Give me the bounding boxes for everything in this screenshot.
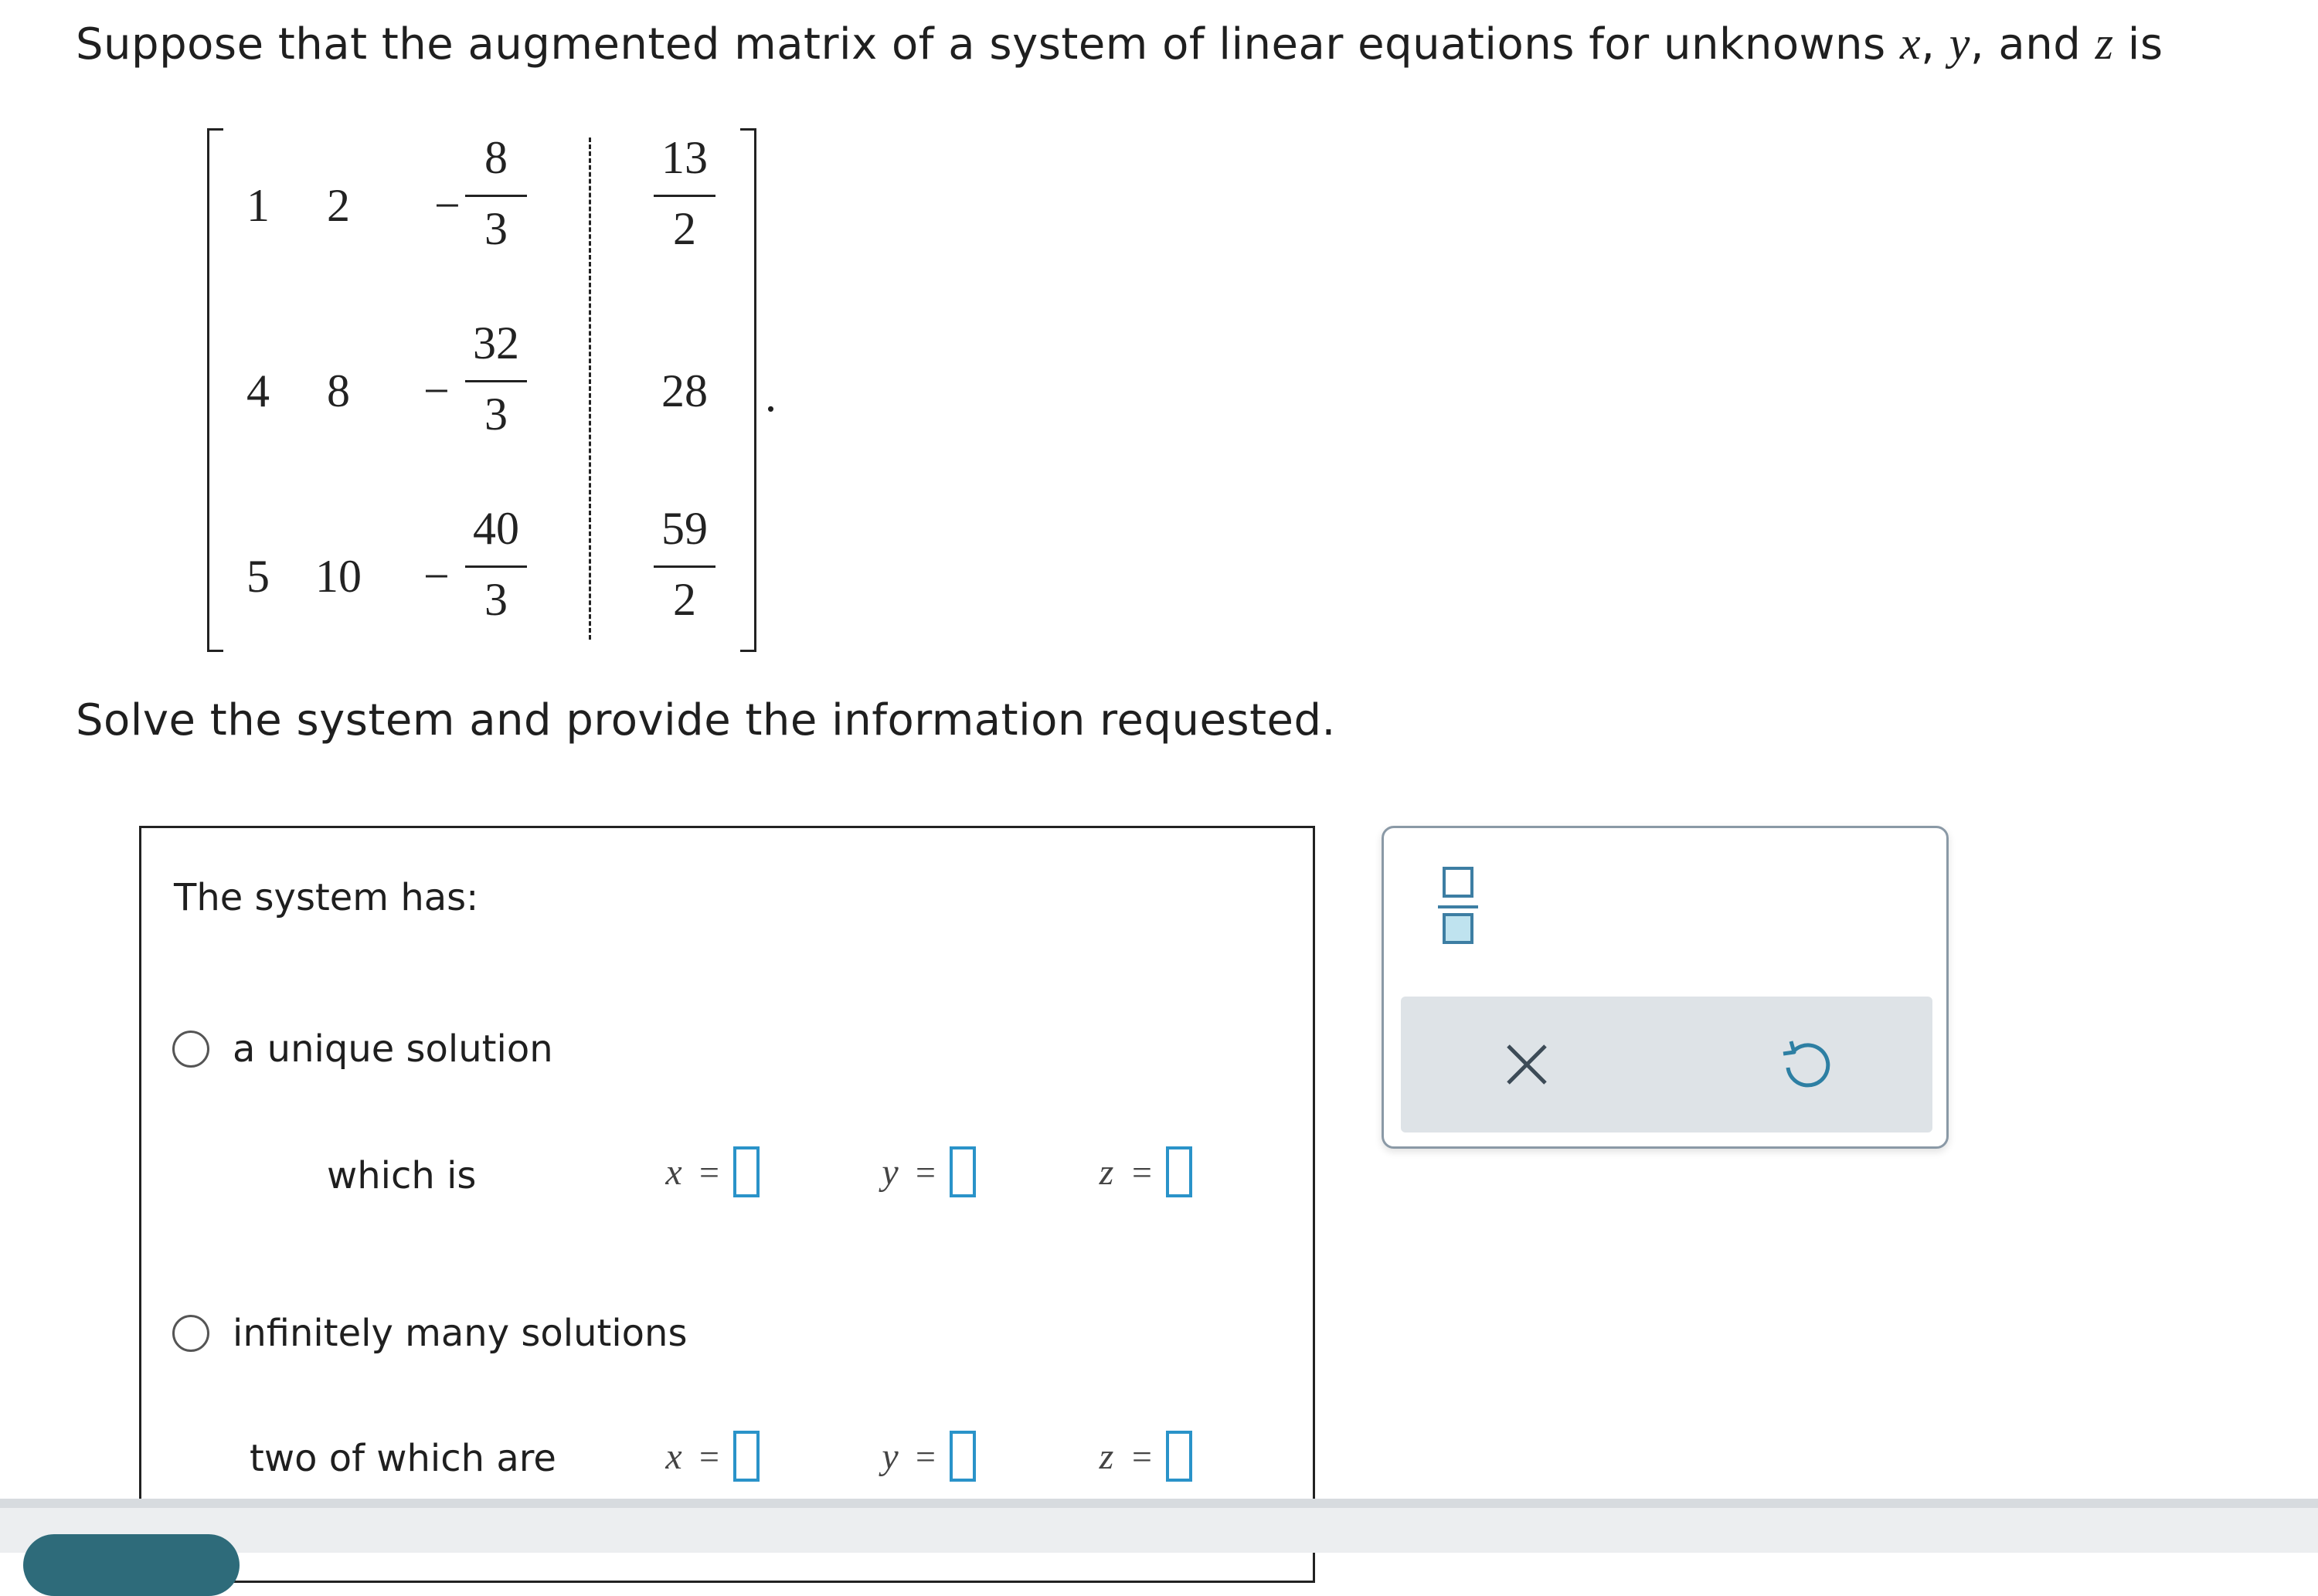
- prompt-sep-2: , and: [1970, 19, 2095, 70]
- unique-y-equation: [875, 1146, 976, 1197]
- fraction-bar: [654, 565, 715, 568]
- close-icon[interactable]: [1497, 1035, 1556, 1094]
- unique-x-equation: [659, 1146, 760, 1197]
- fraction-icon-numerator-box: [1443, 867, 1473, 898]
- matrix-cell-r1c1: 1: [246, 180, 270, 231]
- matrix-cell-r1c2: 2: [327, 180, 350, 231]
- matrix-rhs-r2: 28: [661, 365, 708, 416]
- prompt-text: Suppose that the augmented matrix of a system of linear equations for unknowns: [76, 19, 1900, 70]
- radio-button-unique[interactable]: [172, 1031, 209, 1068]
- var-z: z: [2095, 18, 2114, 69]
- instruction-text: Solve the system and provide the information requested.: [76, 695, 1336, 745]
- augmented-matrix: [207, 128, 777, 647]
- matrix-cell-r1c3: [457, 128, 535, 261]
- matrix-rhs-r1: [646, 128, 723, 261]
- equals-sign: =: [699, 1152, 719, 1192]
- var-z-label: z: [1099, 1151, 1114, 1193]
- unique-x-input[interactable]: [733, 1146, 760, 1197]
- infinite-z-equation: [1092, 1431, 1192, 1482]
- option-infinitely-many[interactable]: [172, 1312, 687, 1355]
- equals-sign: =: [699, 1436, 719, 1476]
- fraction-denominator: 2: [673, 203, 696, 254]
- unique-z-equation: [1092, 1146, 1192, 1197]
- fraction-icon-denominator-box: [1443, 913, 1473, 944]
- option-label-unique: a unique solution: [233, 1027, 553, 1071]
- equals-sign: =: [916, 1436, 936, 1476]
- fraction-numerator: 32: [473, 318, 519, 368]
- unique-which-is-label: which is: [327, 1154, 477, 1197]
- option-label-infinite: infinitely many solutions: [233, 1312, 688, 1355]
- matrix-cell-r3c1: 5: [246, 551, 270, 602]
- infinite-z-input[interactable]: [1166, 1431, 1192, 1482]
- var-y-label: y: [882, 1435, 899, 1477]
- unique-y-input[interactable]: [950, 1146, 976, 1197]
- matrix-period: .: [765, 370, 777, 421]
- toolbar-actions: [1401, 997, 1932, 1132]
- fraction-numerator: 40: [473, 503, 519, 554]
- fraction-bar: [654, 195, 715, 197]
- fraction-numerator: 8: [484, 132, 508, 183]
- undo-icon[interactable]: [1776, 1034, 1837, 1095]
- matrix-cell-r2c1: 4: [246, 365, 270, 416]
- var-y-label: y: [882, 1151, 899, 1193]
- fraction-bar: [465, 195, 527, 197]
- math-toolbar: [1382, 826, 1949, 1149]
- matrix-rhs-r3: [646, 499, 723, 632]
- var-z-label: z: [1099, 1435, 1114, 1477]
- var-x-label: x: [665, 1151, 682, 1193]
- fraction-denominator: 3: [484, 203, 508, 254]
- var-x-label: x: [665, 1435, 682, 1477]
- fraction-icon[interactable]: [1435, 867, 1480, 944]
- question-prompt: [76, 17, 2163, 70]
- answer-box: [139, 826, 1315, 1583]
- option-unique-solution[interactable]: [172, 1027, 553, 1071]
- infinite-x-equation: [659, 1431, 760, 1482]
- matrix-cell-r2c2: 8: [327, 365, 350, 416]
- augment-divider: [589, 138, 591, 640]
- matrix-cell-r3c3: [457, 499, 535, 632]
- system-has-label: The system has:: [174, 876, 479, 919]
- equals-sign: =: [1132, 1152, 1152, 1192]
- radio-button-infinite[interactable]: [172, 1315, 209, 1352]
- fraction-denominator: 3: [484, 389, 508, 440]
- footer-bar: [0, 1499, 2318, 1553]
- fraction-denominator: 3: [484, 574, 508, 625]
- matrix-cell-r2c3: [457, 314, 535, 447]
- infinite-y-input[interactable]: [950, 1431, 976, 1482]
- check-answer-button[interactable]: [23, 1534, 240, 1596]
- matrix-sign-r1c3: −: [434, 180, 461, 231]
- matrix-cell-r3c2: 10: [315, 551, 362, 602]
- fraction-bar: [465, 380, 527, 382]
- equals-sign: =: [1132, 1436, 1152, 1476]
- equals-sign: =: [916, 1152, 936, 1192]
- matrix-sign-r3c3: −: [423, 551, 450, 602]
- two-of-which-are-label: two of which are: [250, 1437, 556, 1480]
- fraction-bar: [465, 565, 527, 568]
- prompt-end: is: [2113, 19, 2163, 70]
- var-x: x: [1899, 18, 1922, 69]
- infinite-x-input[interactable]: [733, 1431, 760, 1482]
- fraction-numerator: 13: [661, 132, 708, 183]
- fraction-denominator: 2: [673, 574, 696, 625]
- matrix-left-bracket: [207, 128, 223, 652]
- matrix-right-bracket: [740, 128, 756, 652]
- var-y: y: [1949, 18, 1970, 69]
- unique-z-input[interactable]: [1166, 1146, 1192, 1197]
- fraction-numerator: 59: [661, 503, 708, 554]
- infinite-y-equation: [875, 1431, 976, 1482]
- prompt-sep-1: ,: [1921, 19, 1949, 70]
- matrix-sign-r2c3: −: [423, 365, 450, 416]
- fraction-icon-bar: [1438, 905, 1478, 908]
